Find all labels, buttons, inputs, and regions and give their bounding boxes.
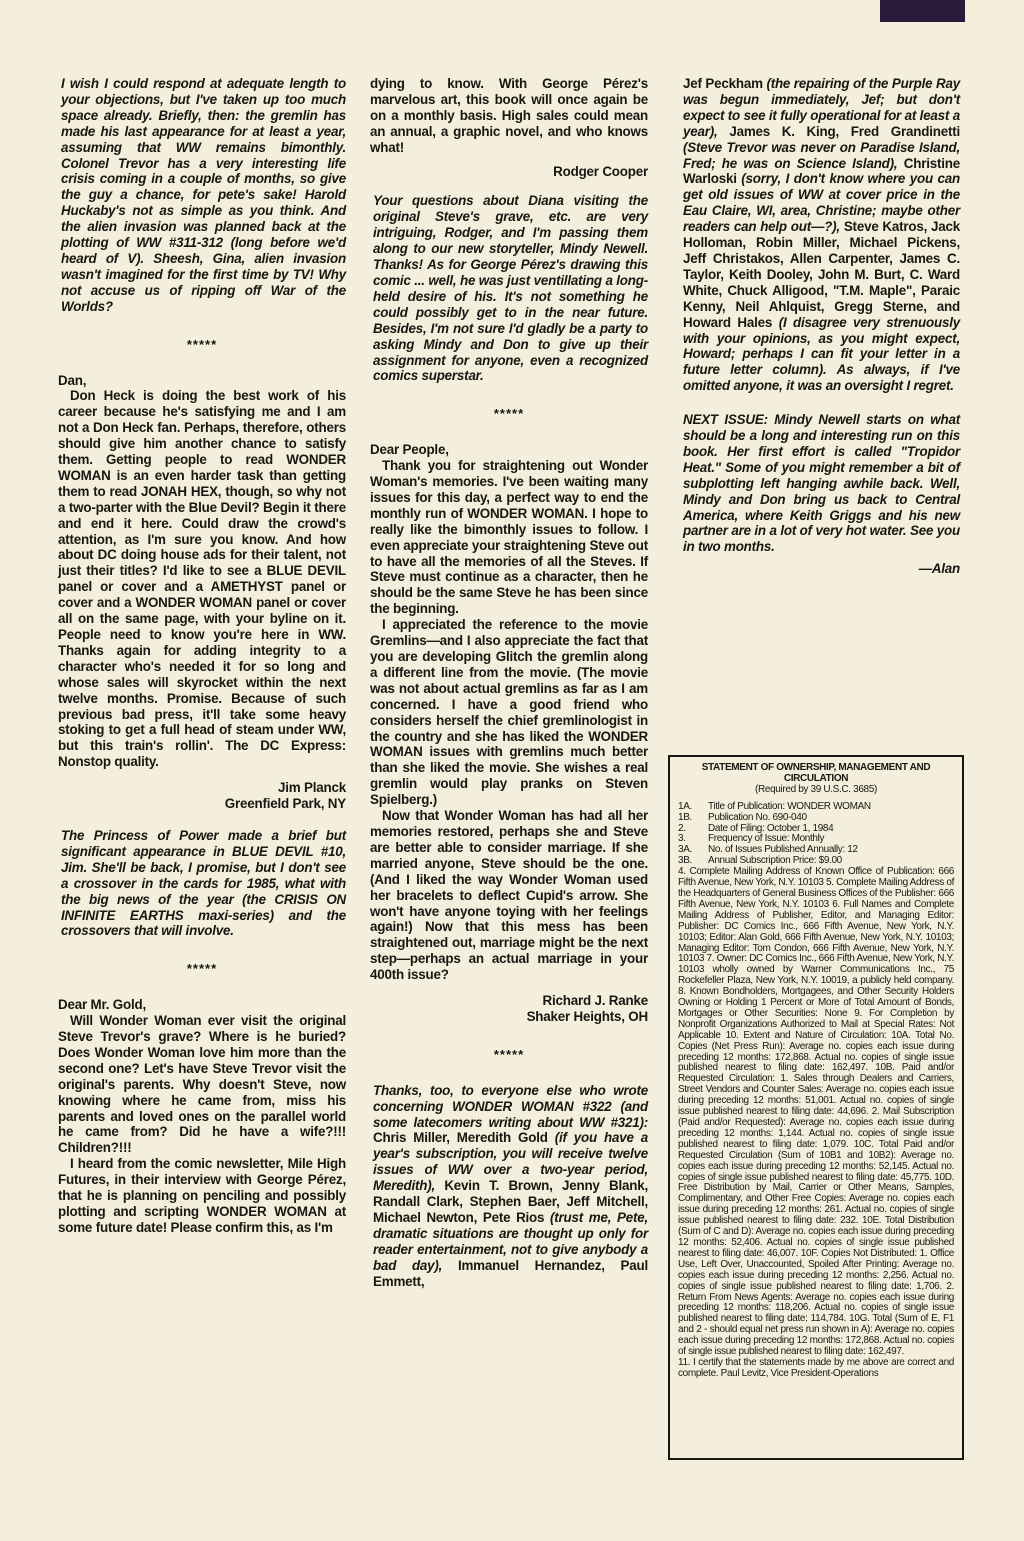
separator-stars: ***** [186, 961, 218, 977]
thanks-paragraph [370, 1083, 648, 1290]
thanks-aside: (if you have a year's subscription, you will receive twelve issues of WW over a two-year period, Meredith), [373, 1130, 648, 1194]
column-2 [370, 76, 648, 1290]
letter-cooper-continued: dying to know. With George Pérez's marvelous art, this book will once again be on a monthly basis. High sales could mean an annual, a graphic novel, and who knows what! [370, 76, 648, 155]
editor-reply-gremlin: I wish I could respond at adequate length to your objections, but I've taken up too much space already. Briefly, then: the gremlin has made his last appearance for at least a year, assuming that WW remains bimonthly. Colonel Trevor has a very interesting life crisis coming in a couple of months, so give the guy a chance, for pete's sake! Harold Huckaby's not as simple as you think. And the alien invasion was planned back at the plotting of WW #311-312 (long before we'd heard of V). Sheesh, Gina, alien invasion wasn't imagined for the first time by TV! Why not accuse us of ripping off War of the Worlds? [61, 76, 346, 314]
letter-cooper-body: Will Wonder Woman ever visit the original Steve Trevor's grave? Where is he buried? Does Wonder Woman love him more than the second one? Let's have Steve Trevor visit the original's parents. Why doesn't Steve, now knowing where he came from, miss his parents and loved ones on the parallel world he came from? Did he have a wife?!!! Children?!!! [58, 1013, 346, 1156]
statement-item: 3A. No. of Issues Published Annually: 12 [678, 844, 858, 856]
statement-items [678, 802, 954, 867]
letter-cooper-body: I heard from the comic newsletter, Mile High Futures, in their interview with George Pérez, that he is planning on penciling and possibly plotting and scripting WONDER WOMAN at some future date! Please confirm this, as I'm [58, 1156, 346, 1235]
thanks-paragraph-continued [680, 76, 960, 394]
separator-stars: ***** [493, 406, 525, 422]
statement-title: STATEMENT OF OWNERSHIP, MANAGEMENT AND CIRCULATION [701, 762, 931, 784]
thanks-aside: (sorry, I don't know where you can get old issues of WW at cover price in the Eau Claire, WI, area, Christine; maybe other readers can help out—?), [683, 171, 960, 235]
letter-ranke-body: Thank you for straightening out Wonder Woman's memories. I've been waiting many issues for this day, a perfect way to end the monthly run of WONDER WOMAN. I hope to really like the bimonthly issues to follow. I even appreciate your straightening Steve out to have all the memories of all the Steves. If Steve must continue as a character, then he should be the same Steve he has been since the beginning. [370, 458, 648, 617]
thanks-names: Steve Katros, Jack Holloman, Robin Miller, Michael Pickens, Jeff Christakos, Allen Carpenter, James C. Taylor, Keith Dooley, John M. Burt, C. Ward White, Chuck Alligood, "T.M. Maple", Paraic Kenny, Neil Ahlquist, Gregg Sterne, and Howard Hales [683, 219, 961, 330]
statement-subtitle: (Required by 39 U.S.C. 3685) [755, 783, 877, 795]
letter-signature-place: Shaker Heights, OH [526, 1008, 648, 1024]
letter-ranke-body: Now that Wonder Woman has had all her memories restored, perhaps she and Steve are better able to consider marriage. If she married anyone, Steve should be the one. (And I liked the way Wonder Woman used her bracelets to deflect Cupid's arrow. She won't have anyone toying with her feelings again!) Now that this mess has been straightened out, marriage might be the next step—perhaps an actual marriage in your 400th issue? [370, 808, 648, 983]
thanks-names: James K. King, Fred Grandinetti [729, 123, 960, 139]
separator-stars: ***** [493, 1046, 525, 1062]
letter-salutation: Dear Mr. Gold, [58, 997, 146, 1013]
thanks-aside: (the repairing of the Purple Ray was begun immediately, Jef; but don't expect to see it fully operational for at least a year), [683, 76, 960, 139]
statement-body: 4. Complete Mailing Address of Known Office of Publication: 666 Fifth Avenue, New York, N.Y. 10103 5. Complete Mailing Address of the Headquarters of General Business Offices of the Publisher: 666 Fifth Avenue, New York, N.Y. 10103 6. Full Names and Complete Mailing Address of Publisher, Editor, and Managing Editor: Publisher: DC Comics Inc., 666 Fifth Avenue, New York, N.Y. 10103; Editor: Alan Gold, 666 Fifth Avenue, New York, N.Y. 10103; Managing Editor: Tom Condon, 666 Fifth Avenue, New York, N.Y. 10103 7. Owner: DC Comics Inc., 666 Fifth Avenue, New York, N.Y. 10103 wholly owned by Warner Communications Inc., 75 Rockefeller Plaza, New York, N.Y. 10019, a publicly held company. 8. Known Bondholders, Mortgagees, and Other Security Holders Owning or Holding 1 Percent or More of Total Amount of Bonds, Mortgages or Other Securities: None 9. For Completion by Nonprofit Organizations Authorized to Mail at Special Rates: Not Applicable 10. Extent and Nature of Circulation: 10A. Total No. Copies (Net Press Run): Average no. copies each issue during preceding 12 months: 172,868. Actual no. copies of single issue published nearest to filing date: 162,497. 10B. Paid and/or Requested Circulation: 1. Sales through Dealers and Carriers, Street Vendors and Counter Sales: Average no. copies each issue during preceding 12 months: 51,001. Actual no. copies of single issue published nearest to filing date: 44,696. 2. Mail Subscription (Paid and/or Requested): Average no. copies each issue during preceding 12 months: 1,144. Actual no. copies of single issue published nearest to filing date: 1,079. 10C. Total Paid and/or Requested Circulation (Sum of 10B1 and 10B2): Average no. copies each issue during preceding 12 months: 52,145. Actual no. copies of single issue published nearest to filing date: 45,775. 10D. Free Distribution by Mail, Carrier or Other Means, Samples, Complimentary, and Other Free Copies: Average no. copies each issue during preceding 12 months: 261. Actual no. copies of single issue published nearest to filing date: 232. 10E. Total Distribution (Sum of C and D): Average no. copies each issue during preceding 12 months: 52,406. Actual no. copies of single issue published nearest to filing date: 46,007. 10F. Copies Not Distributed: 1. Office Use, Left Over, Unaccounted, Spoiled After Printing: Average no. copies each issue during preceding 12 months: 2,256. Actual no. copies of single issue published nearest to filing date: 1,706. 2. Return From News Agents: Average no. copies each issue during preceding 12 months: 118,206. Actual no. copies of single issue published nearest to filing date: 114,784. 10G. Total (Sum of E, F1 and 2 - should equal net press run shown in A): Average no. copies each issue during preceding 12 months: 172,868. Actual no. copies of single issue published nearest to filing date: 162,497. [678, 866, 954, 1358]
editor-reply-princess: The Princess of Power made a brief but significant appearance in BLUE DEVIL #10, Jim. She'll be back, I promise, but I don't see a crossover in the cards for 1985, what with the big news of the year (the CRISIS ON INFINITE EARTHS maxi-series) and the crossovers that will involve. [61, 827, 346, 939]
thanks-aside: (Steve Trevor was never on Paradise Island, Fred; he was on Science Island), [683, 139, 960, 171]
separator-stars: ***** [186, 336, 218, 352]
thanks-aside: (trust me, Pete, dramatic situations are thought up only for reader entertainment, not to give anybody a bad day), [373, 1210, 648, 1273]
thanks-intro: Thanks, too, to everyone else who wrote concerning WONDER WOMAN #322 (and some latecomers writing about WW #321): [373, 1082, 648, 1130]
column-1 [58, 76, 346, 1236]
letter-ranke-body: I appreciated the reference to the movie Gremlins—and I also appreciate the fact that you are developing Glitch the gremlin along a different line from the movie. (The movie was not about actual gremlins as far as I am concerned. I have a good friend who considers herself the chief gremlinologist in the country and she has liked the WONDER WOMAN issues with gremlins much better than she liked the movie. She wishes a real gremlin would play pranks on Steven Spielberg.) [370, 617, 648, 808]
statement-item: 1A. Title of Publication: WONDER WOMAN [678, 800, 871, 812]
thanks-names: Christine Warloski [683, 155, 960, 187]
statement-item: 3B. Annual Subscription Price: $9.00 [678, 855, 842, 867]
statement-item: 3. Frequency of Issue: Monthly [678, 833, 825, 845]
statement-item: 2. Date of Filing: October 1, 1984 [678, 822, 834, 834]
statement-certification: 11. I certify that the statements made by me above are correct and complete. Paul Levitz, Vice President-Operations [678, 1356, 954, 1379]
letter-signature-name: Rodger Cooper [553, 163, 648, 179]
letter-salutation: Dan, [58, 372, 87, 388]
thanks-names: Chris Miller, Meredith Gold [373, 1130, 548, 1146]
statement-item: 1B. Publication No. 690-040 [678, 811, 807, 823]
thanks-aside: (I disagree very strenuously with your opinions, as you might expect, Howard; perhaps I can fit your letter in a future letter column). As always, if I've omitted anyone, it was an oversight I regret. [683, 314, 960, 394]
letter-salutation: Dear People, [370, 442, 449, 458]
editor-sign-off: —Alan [918, 561, 960, 577]
letter-signature-name: Richard J. Ranke [542, 993, 648, 1009]
thanks-names: Immanuel Hernandez, Paul Emmett, [373, 1257, 648, 1289]
editor-reply-cooper: Your questions about Diana visiting the original Steve's grave, etc. are very intriguing, Rodger, and I'm passing them along to our new storyteller, Mindy Newell. Thanks! As for George Pérez's drawing this comic ... well, he was just ventillating a long-held desire of his. It's not something he could possibly get to in the near future. Besides, I'm not sure I'd gladly be a party to asking Mindy and Don to give up their assignment for anyone, even a recognized comics superstar. [373, 193, 648, 384]
statement-of-ownership-box [668, 755, 964, 1460]
column-3 [680, 76, 960, 577]
letter-planck-body: Don Heck is doing the best work of his career because he's satisfying me and I am not a Don Heck fan. Perhaps, therefore, others should give him another chance to satisfy them. Getting people to read WONDER WOMAN is an even harder task than getting them to read JONAH HEX, though, so why not a two-parter with the Blue Devil? Begin it there and end it here. Could draw the crowd's attention, as I'm sure you know. And how about DC doing house ads for their talent, not just their titles? I'd like to see a BLUE DEVIL panel or cover and a AMETHYST panel or cover and a WONDER WOMAN panel or cover all on the same page, with your byline on it. People need to know you're here in WW. Thanks again for adding integrity to a character who's needed it for so long and whose sales will skyrocket within the next twelve months. Promise. Because of such previous bad press, it'll take some heavy stoking to get a full head of steam under WW, but this train's rollin'. The DC Express: Nonstop quality. [58, 388, 346, 770]
thanks-names: Kevin T. Brown, Jenny Blank, Randall Clark, Stephen Baer, Jeff Mitchell, Michael Newton, Pete Rios [373, 1178, 648, 1225]
thanks-names: Jef Peckham [683, 76, 763, 91]
letter-signature-name: Jim Planck [278, 780, 346, 796]
next-issue-blurb: NEXT ISSUE: Mindy Newell starts on what should be a long and interesting run on this book. Her first effort is called "Tropidor Heat." Some of you might remember a bit of subplotting left hanging awhile back. Well, Mindy and Don bring us back to Central America, where Keith Griggs and his new partner are in a lot of very hot water. See you in two months. [683, 412, 960, 555]
letter-signature-place: Greenfield Park, NY [224, 796, 346, 812]
corner-color-tab [880, 0, 965, 22]
